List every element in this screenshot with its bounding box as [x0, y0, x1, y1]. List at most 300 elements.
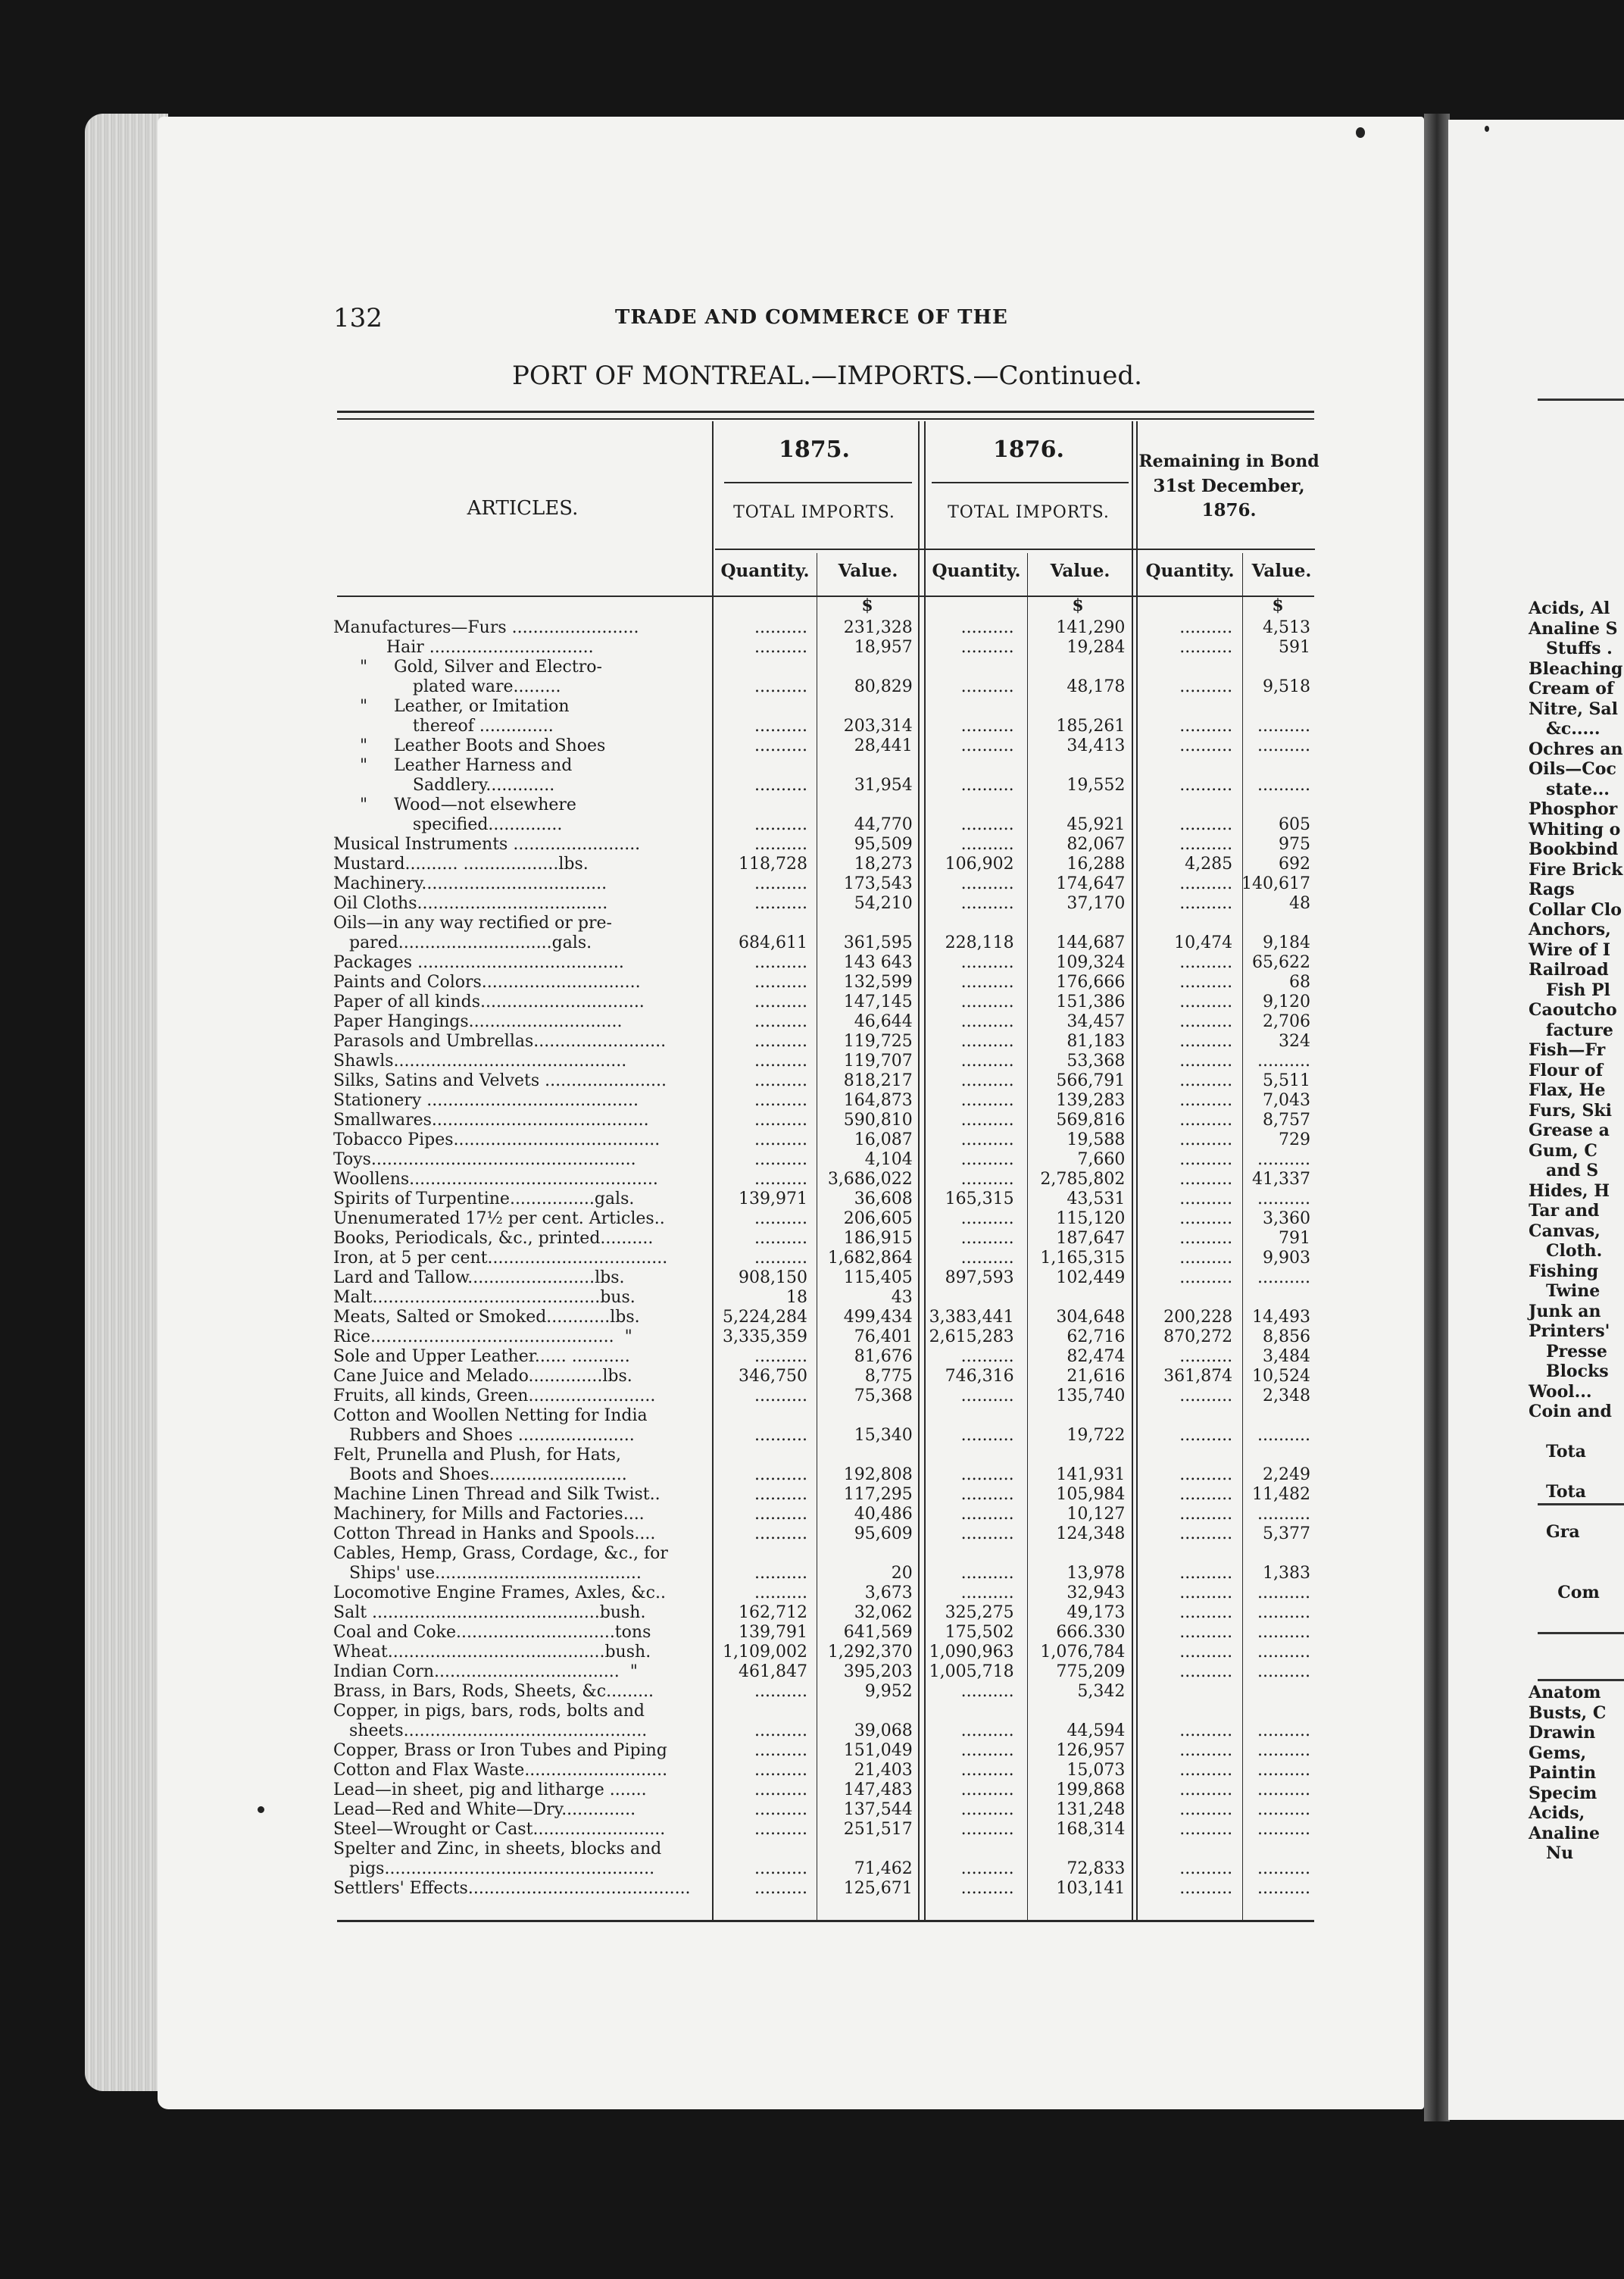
value-cell: 666.330	[1056, 1623, 1126, 1642]
article-cell: Machinery...................................	[333, 874, 607, 893]
table-row	[333, 1032, 1318, 1052]
value-cell: 75,368	[854, 1386, 913, 1405]
value-cell: ..........	[754, 717, 807, 736]
article-cell: Manufactures—Furs ........................	[333, 618, 639, 637]
value-cell: ..........	[754, 1426, 807, 1445]
table-row	[333, 1623, 1318, 1643]
value-cell: 186,915	[843, 1229, 913, 1248]
value-cell: ..........	[1179, 1761, 1233, 1780]
value-cell: 141,931	[1056, 1465, 1126, 1484]
value-cell: 37,170	[1067, 894, 1126, 913]
value-cell: ..........	[754, 1032, 807, 1051]
right-page-line: Flax, He	[1529, 1080, 1606, 1100]
year-1875-header: 1875.	[779, 436, 850, 463]
table-row	[333, 1682, 1318, 1702]
right-page-line: Collar Clo	[1529, 899, 1622, 920]
table-row	[333, 618, 1318, 638]
right-page-line: Coin and	[1529, 1402, 1612, 1421]
right-page-line: Anchors,	[1529, 920, 1611, 939]
value-cell: 16,087	[854, 1130, 913, 1149]
article-cell: Mustard.......... ..................lbs.	[333, 855, 589, 874]
value-cell: 164,873	[843, 1091, 913, 1110]
value-cell: ..........	[960, 1741, 1014, 1760]
right-page-line: Analine	[1529, 1823, 1601, 1843]
value-cell: 115,120	[1056, 1209, 1126, 1228]
value-cell: ..........	[754, 1130, 807, 1149]
value-cell: ..........	[1257, 1741, 1310, 1760]
value-cell	[920, 1446, 1022, 1465]
value-cell: 135,740	[1056, 1386, 1126, 1405]
right-page-line: Ochres an	[1529, 739, 1623, 759]
value-cell: ..........	[960, 993, 1014, 1011]
value-cell: 39,068	[854, 1721, 913, 1740]
bond-header-line-1: Remaining in Bond	[1138, 452, 1320, 471]
value-cell: 41,337	[1252, 1170, 1310, 1189]
value-cell: ..........	[960, 1721, 1014, 1740]
value-cell: 19,722	[1067, 1426, 1126, 1445]
value-cell: 10,127	[1067, 1505, 1126, 1524]
value-cell: 32,062	[854, 1603, 913, 1622]
value-cell: 19,552	[1067, 776, 1126, 795]
article-cell: Spirits of Turpentine................gals.	[333, 1190, 635, 1208]
value-cell: 119,707	[843, 1052, 913, 1071]
value-cell: ..........	[754, 1583, 807, 1602]
right-page-line: &c.....	[1529, 719, 1601, 739]
right-page-line: state...	[1529, 779, 1610, 799]
value-cell: 4,104	[864, 1150, 913, 1169]
table-row	[333, 1800, 1318, 1820]
value-cell: ..........	[754, 1682, 807, 1701]
value-cell: 3,383,441	[929, 1308, 1014, 1327]
value-cell: 137,544	[843, 1800, 913, 1819]
value-cell: ..........	[754, 1820, 807, 1839]
table-row	[333, 1288, 1318, 1308]
value-cell	[815, 796, 920, 815]
value-cell: 76,401	[854, 1327, 913, 1346]
article-cell: Locomotive Engine Frames, Axles, &c..	[333, 1583, 666, 1602]
right-page-fragment	[1529, 599, 1622, 1864]
article-cell: Coal and Coke..............................tons	[333, 1623, 651, 1642]
table-row	[333, 1564, 1318, 1583]
quantity-header-1875: Quantity.	[720, 561, 810, 581]
value-cell: 591	[1278, 638, 1310, 657]
table-row	[333, 1071, 1318, 1091]
article-cell: Oils—in any way rectified or pre-	[333, 914, 612, 933]
value-cell: 117,295	[843, 1485, 913, 1504]
right-page-line: Com	[1529, 1582, 1600, 1602]
value-cell	[711, 1446, 815, 1465]
right-page-line: Tar and	[1529, 1201, 1600, 1221]
table-row	[333, 1505, 1318, 1524]
value-cell: ..........	[960, 1071, 1014, 1090]
article-cell: pigs...................................................	[333, 1859, 655, 1878]
value-cell: 641,569	[843, 1623, 913, 1642]
value-cell: ..........	[1257, 1859, 1310, 1878]
value-cell: ..........	[754, 618, 807, 637]
article-cell: Hair ...............................	[333, 638, 594, 657]
value-cell: 71,462	[854, 1859, 913, 1878]
value-cell: 62,716	[1067, 1327, 1126, 1346]
table-row	[333, 776, 1318, 796]
value-cell: ..........	[754, 1524, 807, 1543]
article-cell: pared.............................gals.	[333, 933, 592, 952]
article-cell: Steel—Wrought or Cast.........................	[333, 1820, 666, 1839]
value-cell: ..........	[1257, 1052, 1310, 1071]
right-page-line	[1529, 1543, 1622, 1563]
value-cell: 16,288	[1067, 855, 1126, 874]
table-row	[333, 1249, 1318, 1268]
table-row	[333, 658, 1318, 677]
table-row	[333, 736, 1318, 756]
value-cell: 324	[1278, 1032, 1310, 1051]
value-cell: 141,290	[1056, 618, 1126, 637]
value-cell	[1132, 1544, 1240, 1564]
value-cell: 2,348	[1263, 1386, 1310, 1405]
value-cell: 95,509	[854, 835, 913, 854]
article-cell: Settlers' Effects..........................................	[333, 1879, 691, 1898]
value-cell: ..........	[1179, 1071, 1233, 1090]
value-cell: 3,673	[864, 1583, 913, 1602]
value-cell: 175,502	[945, 1623, 1014, 1642]
value-cell	[920, 1406, 1022, 1426]
right-page-line: Fishing	[1529, 1261, 1599, 1281]
value-cell: 1,005,718	[929, 1662, 1014, 1681]
value-cell: ..........	[754, 677, 807, 696]
value-cell: ..........	[960, 736, 1014, 755]
value-cell: ..........	[1179, 1426, 1233, 1445]
value-cell: ..........	[1179, 1721, 1233, 1740]
value-cell: 1,090,963	[929, 1643, 1014, 1662]
value-cell: ..........	[754, 1485, 807, 1504]
table-bottom-rule	[337, 1920, 1314, 1922]
value-cell: 48	[1288, 894, 1310, 913]
table-row	[333, 1150, 1318, 1170]
value-cell: ..........	[754, 1071, 807, 1090]
value-cell: ..........	[754, 1091, 807, 1110]
right-page-line: Fish Pl	[1529, 980, 1610, 1000]
value-cell: ..........	[754, 1780, 807, 1799]
value-cell: ..........	[1257, 1820, 1310, 1839]
value-cell: 15,340	[854, 1426, 913, 1445]
value-cell: ..........	[754, 1209, 807, 1228]
article-cell: Meats, Salted or Smoked............lbs.	[333, 1308, 640, 1327]
value-cell: ..........	[754, 1465, 807, 1484]
value-cell: 165,315	[945, 1190, 1014, 1208]
value-cell: 325,275	[945, 1603, 1014, 1622]
value-cell: ..........	[1179, 1268, 1233, 1287]
value-cell	[1240, 1544, 1318, 1564]
value-cell	[1022, 1288, 1133, 1308]
value-cell: ..........	[754, 874, 807, 893]
right-page-rule	[1538, 1632, 1624, 1634]
value-cell	[920, 756, 1022, 776]
value-cell: 2,706	[1263, 1012, 1310, 1031]
value-cell: ..........	[1179, 1229, 1233, 1248]
value-cell: 139,791	[739, 1623, 807, 1642]
value-cell	[815, 1406, 920, 1426]
value-cell	[920, 697, 1022, 717]
article-cell: Iron, at 5 per cent..................................	[333, 1249, 668, 1268]
table-row	[333, 1052, 1318, 1071]
table-row	[333, 1111, 1318, 1130]
value-cell: 3,686,022	[827, 1170, 913, 1189]
value-cell: 9,120	[1263, 993, 1310, 1011]
value-cell: ..........	[1179, 1780, 1233, 1799]
right-page-line: Nu	[1529, 1843, 1574, 1863]
article-cell: Spelter and Zinc, in sheets, blocks and	[333, 1840, 662, 1859]
value-cell: ..........	[1257, 1780, 1310, 1799]
right-page-line: Gra	[1529, 1522, 1580, 1542]
right-page-line: Cream of	[1529, 679, 1614, 699]
value-cell: ..........	[1179, 1879, 1233, 1898]
value-cell	[1240, 1682, 1318, 1702]
value-cell: 115,405	[843, 1268, 913, 1287]
table-row	[333, 1840, 1318, 1859]
table-row	[333, 1091, 1318, 1111]
value-cell: 65,622	[1252, 953, 1310, 972]
value-cell: ..........	[754, 1170, 807, 1189]
value-cell: 2,249	[1263, 1465, 1310, 1484]
dollar-sign-bond: $	[1272, 596, 1284, 615]
dollar-sign-1876: $	[1072, 596, 1084, 615]
right-page-line: Acids,	[1529, 1803, 1585, 1823]
article-cell: Felt, Prunella and Plush, for Hats,	[333, 1446, 621, 1465]
value-cell: ..........	[1179, 1130, 1233, 1149]
right-page-line: Canvas,	[1529, 1221, 1601, 1241]
table-row	[333, 1583, 1318, 1603]
value-cell: 4,285	[1185, 855, 1233, 874]
article-cell: Boots and Shoes..........................	[333, 1465, 627, 1484]
value-cell: ..........	[960, 1583, 1014, 1602]
right-page-line: Furs, Ski	[1529, 1100, 1613, 1121]
header-mid-rule	[715, 549, 1315, 550]
right-page-line: Railroad	[1529, 960, 1609, 980]
value-cell: 791	[1278, 1229, 1310, 1248]
value-cell: 173,543	[843, 874, 913, 893]
value-cell: ..........	[754, 1052, 807, 1071]
article-cell: Sole and Upper Leather...... ...........	[333, 1347, 630, 1366]
right-page-line: Gems,	[1529, 1743, 1587, 1763]
table-row	[333, 1879, 1318, 1899]
value-cell: 9,184	[1263, 933, 1310, 952]
value-cell: 139,971	[739, 1190, 807, 1208]
article-cell: " Leather Boots and Shoes	[333, 736, 606, 755]
value-cell: 9,952	[864, 1682, 913, 1701]
value-cell: 40,486	[854, 1505, 913, 1524]
article-cell: Oil Cloths....................................	[333, 894, 608, 913]
table-row	[333, 1820, 1318, 1840]
value-cell: 28,441	[854, 736, 913, 755]
table-row	[333, 855, 1318, 874]
value-cell: 566,791	[1056, 1071, 1126, 1090]
value-cell	[1240, 914, 1318, 933]
value-cell: ..........	[1257, 1800, 1310, 1819]
value-cell: ..........	[754, 1249, 807, 1268]
article-cell: " Gold, Silver and Electro-	[333, 658, 602, 677]
value-cell	[711, 1544, 815, 1564]
value-cell: ..........	[1179, 874, 1233, 893]
running-head: TRADE AND COMMERCE OF THE	[615, 306, 1008, 329]
value-cell: ..........	[1257, 1426, 1310, 1445]
right-page-line: Analine S	[1529, 618, 1618, 639]
value-cell: ..........	[960, 1209, 1014, 1228]
value-cell	[1240, 697, 1318, 717]
article-cell: Books, Periodicals, &c., printed..........	[333, 1229, 654, 1248]
value-cell: 118,728	[739, 855, 807, 874]
articles-header: ARTICLES.	[467, 497, 579, 520]
value-cell: ..........	[960, 1130, 1014, 1149]
total-imports-1875-header: TOTAL IMPORTS.	[733, 503, 895, 522]
value-cell: ..........	[960, 1682, 1014, 1701]
value-cell: ..........	[1257, 1190, 1310, 1208]
right-page-line: Hides, H	[1529, 1180, 1610, 1201]
value-cell: 81,676	[854, 1347, 913, 1366]
article-cell: Paints and Colors..............................	[333, 973, 641, 992]
value-cell: 203,314	[843, 717, 913, 736]
right-page-line: Bleaching	[1529, 658, 1623, 679]
value-cell: ..........	[960, 973, 1014, 992]
value-cell: 21,403	[854, 1761, 913, 1780]
article-cell: " Leather, or Imitation	[333, 697, 570, 716]
value-cell: ..........	[1257, 1150, 1310, 1169]
value-cell: ..........	[754, 1150, 807, 1169]
article-cell: Machine Linen Thread and Silk Twist..	[333, 1485, 661, 1504]
table-row	[333, 1347, 1318, 1367]
value-cell: 15,073	[1067, 1761, 1126, 1780]
table-row	[333, 638, 1318, 658]
value-cell: 395,203	[843, 1662, 913, 1681]
right-page-line: Whiting o	[1529, 819, 1621, 839]
book-gutter	[1424, 114, 1450, 2121]
article-cell: Saddlery.............	[333, 776, 555, 795]
table-row	[333, 1485, 1318, 1505]
value-cell: 1,076,784	[1040, 1643, 1126, 1662]
right-page-line: Printers'	[1529, 1321, 1610, 1341]
article-cell: Packages .......................................	[333, 953, 624, 972]
value-cell: ..........	[1179, 1603, 1233, 1622]
value-cell: 44,594	[1067, 1721, 1126, 1740]
value-cell: 124,348	[1056, 1524, 1126, 1543]
value-cell	[711, 1406, 815, 1426]
table-row	[333, 1603, 1318, 1623]
value-cell: 174,647	[1056, 874, 1126, 893]
value-cell: ..........	[960, 1249, 1014, 1268]
right-page-line: Specim	[1529, 1783, 1597, 1803]
value-cell: ..........	[1179, 1150, 1233, 1169]
value-cell: 304,648	[1056, 1308, 1126, 1327]
value-cell: ..........	[960, 1780, 1014, 1799]
value-cell: ..........	[960, 717, 1014, 736]
table-row	[333, 1130, 1318, 1150]
table-row	[333, 1524, 1318, 1544]
value-cell: ..........	[960, 1800, 1014, 1819]
table-row	[333, 933, 1318, 953]
dollar-sign-1875: $	[861, 596, 873, 615]
article-cell: Lard and Tallow........................lbs.	[333, 1268, 625, 1287]
value-cell: ..........	[960, 638, 1014, 657]
value-cell: 228,118	[945, 933, 1014, 952]
table-row	[333, 1209, 1318, 1229]
value-header-bond: Value.	[1251, 561, 1312, 581]
table-row	[333, 1170, 1318, 1190]
right-page-line: Wool...	[1529, 1381, 1592, 1402]
table-row	[333, 1308, 1318, 1327]
value-cell: 8,856	[1263, 1327, 1310, 1346]
value-cell: 7,043	[1263, 1091, 1310, 1110]
value-cell: 46,644	[854, 1012, 913, 1031]
article-cell: Ships' use.......................................	[333, 1564, 642, 1583]
value-cell: 684,611	[739, 933, 807, 952]
table-row	[333, 1367, 1318, 1386]
table-row	[333, 1386, 1318, 1406]
value-cell	[815, 1544, 920, 1564]
table-row	[333, 796, 1318, 815]
value-cell: 109,324	[1056, 953, 1126, 972]
value-cell	[1240, 1446, 1318, 1465]
right-page-line: facture	[1529, 1020, 1613, 1040]
value-cell	[920, 1544, 1022, 1564]
value-cell: ..........	[754, 1505, 807, 1524]
table-row	[333, 1702, 1318, 1721]
value-cell: 8,757	[1263, 1111, 1310, 1130]
value-cell: 168,314	[1056, 1820, 1126, 1839]
value-cell: ..........	[1179, 1091, 1233, 1110]
value-cell: 200,228	[1163, 1308, 1233, 1327]
table-row	[333, 1544, 1318, 1564]
value-cell: ..........	[960, 776, 1014, 795]
value-cell: ..........	[1179, 1249, 1233, 1268]
value-cell: ..........	[754, 1741, 807, 1760]
value-cell: ..........	[1179, 677, 1233, 696]
value-cell: 2,615,283	[929, 1327, 1014, 1346]
value-cell	[1132, 697, 1240, 717]
value-cell	[1132, 1840, 1240, 1859]
value-cell: 34,413	[1067, 736, 1126, 755]
value-cell: 49,173	[1067, 1603, 1126, 1622]
value-cell: ..........	[960, 1347, 1014, 1366]
value-cell: ..........	[960, 835, 1014, 854]
value-cell	[1132, 756, 1240, 776]
right-page-line: Presse	[1529, 1341, 1607, 1361]
year-1876-underline	[932, 482, 1129, 483]
article-cell: Brass, in Bars, Rods, Sheets, &c.........	[333, 1682, 654, 1701]
value-cell	[711, 756, 815, 776]
value-cell: 36,608	[854, 1190, 913, 1208]
value-cell: ..........	[754, 1111, 807, 1130]
value-cell: ..........	[960, 1879, 1014, 1898]
value-cell: 14,493	[1252, 1308, 1310, 1327]
value-cell: ..........	[1179, 1623, 1233, 1642]
value-cell	[815, 1446, 920, 1465]
value-header-1876: Value.	[1050, 561, 1110, 581]
right-page-rule	[1538, 1503, 1624, 1505]
value-cell: 103,141	[1056, 1879, 1126, 1898]
value-cell: ..........	[1179, 1209, 1233, 1228]
right-page-line: Busts, C	[1529, 1702, 1607, 1723]
value-cell: ..........	[960, 1170, 1014, 1189]
right-page-line: Fire Brick	[1529, 859, 1623, 880]
value-cell: ..........	[1257, 736, 1310, 755]
value-cell: 3,335,359	[723, 1327, 807, 1346]
value-cell: ..........	[1179, 1524, 1233, 1543]
value-cell: ..........	[1179, 1820, 1233, 1839]
value-cell: 4,513	[1263, 618, 1310, 637]
value-cell: 461,847	[739, 1662, 807, 1681]
value-cell: ..........	[960, 1052, 1014, 1071]
article-cell: Cane Juice and Melado..............lbs.	[333, 1367, 632, 1386]
value-cell: ..........	[1179, 1564, 1233, 1583]
table-row	[333, 1741, 1318, 1761]
